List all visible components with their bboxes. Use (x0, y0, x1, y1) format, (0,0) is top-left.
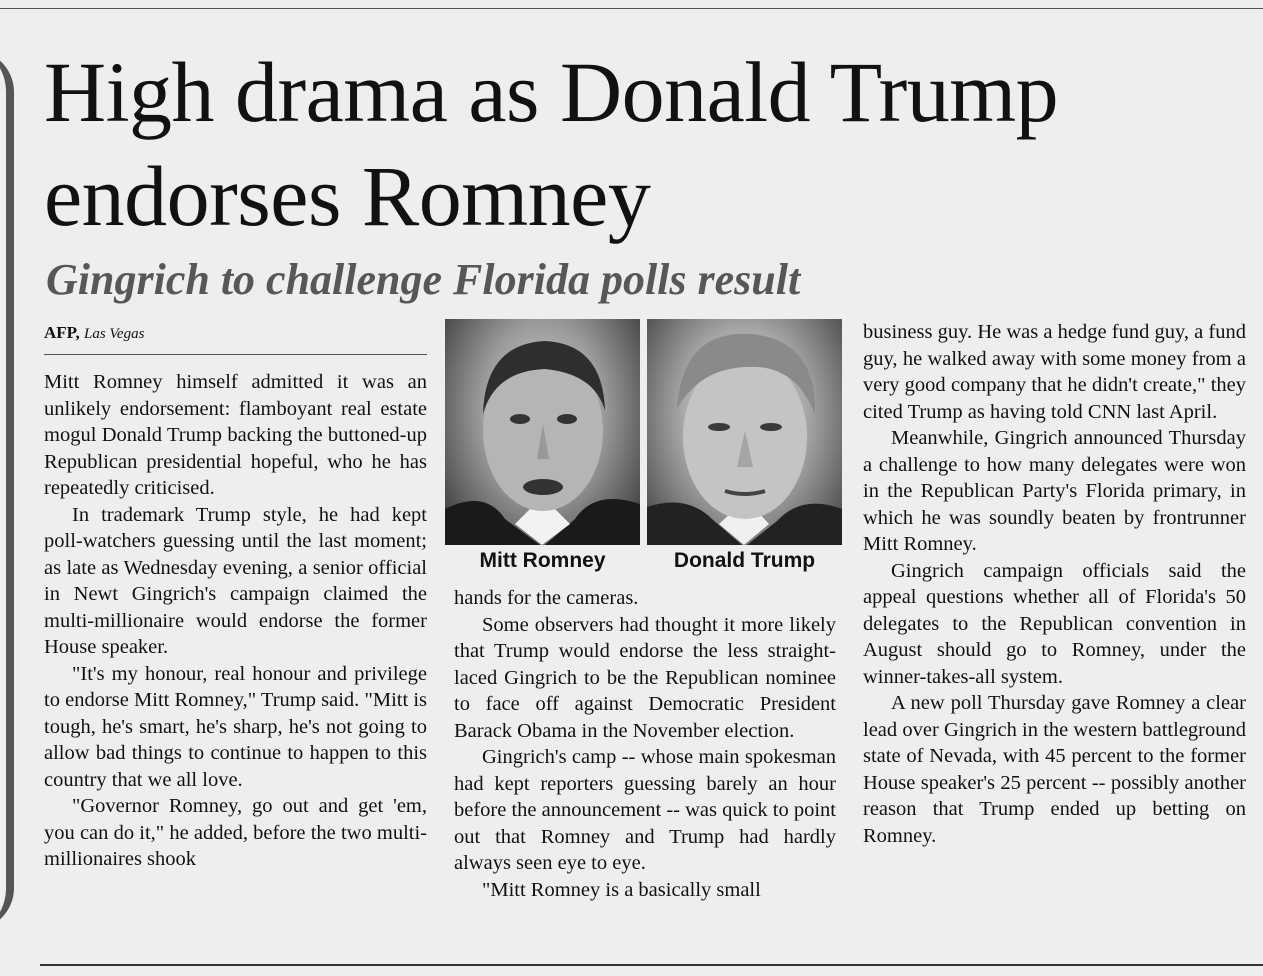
column-1-paragraph: In trademark Trump style, he had kept poll-watchers guessing until the last moment; as late as Wednesday evening, a senior official in Newt Gingrich's campaign claimed the multi-millionaire would endorse the former House speaker. (44, 503, 427, 658)
top-rule (0, 8, 1263, 9)
headline: High drama as Donald Trump endorses Romney (44, 44, 1059, 244)
romney-portrait-illustration (445, 319, 640, 545)
column-3-paragraph: Gingrich campaign officials said the appeal questions whether all of Florida's 50 delegates to the Republican convention in August should go to Romney, under the winner-takes-all system. (863, 559, 1246, 688)
subheadline: Gingrich to challenge Florida polls result (46, 255, 801, 304)
byline-source: AFP, (44, 323, 80, 342)
page-edge-shadow (0, 50, 14, 930)
column-2-paragraph: hands for the cameras. (454, 587, 639, 609)
bottom-rule (40, 964, 1263, 966)
column-3-paragraph: business guy. He was a hedge fund guy, a fund guy, he walked away with some money from a very good company that he didn't create," they cited Trump as having told CNN last April. (863, 321, 1246, 423)
byline-rule (44, 354, 427, 355)
romney-photo (445, 319, 640, 545)
romney-caption: Mitt Romney (479, 549, 606, 572)
trump-caption: Donald Trump (673, 549, 816, 572)
trump-photo (647, 319, 842, 545)
article-column-1 (44, 369, 427, 959)
article-column-2 (454, 585, 836, 959)
column-2-paragraph: "Mitt Romney is a basically small (482, 878, 761, 901)
column-3-paragraph: Meanwhile, Gingrich announced Thursday a challenge to how many delegates were won in the Republican Party's Florida primary, in which he was soundly beaten by frontrunner Mitt Romney. (863, 427, 1246, 555)
column-1-paragraph: "Governor Romney, go out and get 'em, you can do it," he added, before the two multi-millionaires shook (44, 795, 427, 870)
article-column-3 (863, 319, 1246, 959)
column-3-paragraph: A new poll Thursday gave Romney a clear lead over Gingrich in the western battleground state of Nevada, with 45 percent to the former House speaker's 25 percent -- possibly another reason that Trump ended up betting on Romney. (863, 692, 1246, 847)
byline-place: Las Vegas (84, 326, 145, 342)
column-2-paragraph: Some observers had thought it more likely that Trump would endorse the less straight-laced Gingrich to be the Republican nominee to face off against Democratic President Barack Obama in the November election. (454, 613, 836, 742)
column-1-paragraph: Mitt Romney himself admitted it was an unlikely endorsement: flamboyant real estate mogul Donald Trump backing the buttoned-up Republican presidential hopeful, who he has repeatedly criticised. (44, 371, 427, 499)
trump-portrait-illustration (647, 319, 842, 545)
column-2-paragraph: Gingrich's camp -- whose main spokesman had kept reporters guessing barely an hour before the announcement -- was quick to point out that Romney and Trump had hardly always seen eye to eye. (454, 746, 836, 874)
column-1-paragraph: "It's my honour, real honour and privilege to endorse Mitt Romney," Trump said. "Mitt is tough, he's smart, he's sharp, he's not going to allow bad things to continue to happen to this country that we all love. (44, 662, 427, 791)
byline (44, 323, 144, 343)
